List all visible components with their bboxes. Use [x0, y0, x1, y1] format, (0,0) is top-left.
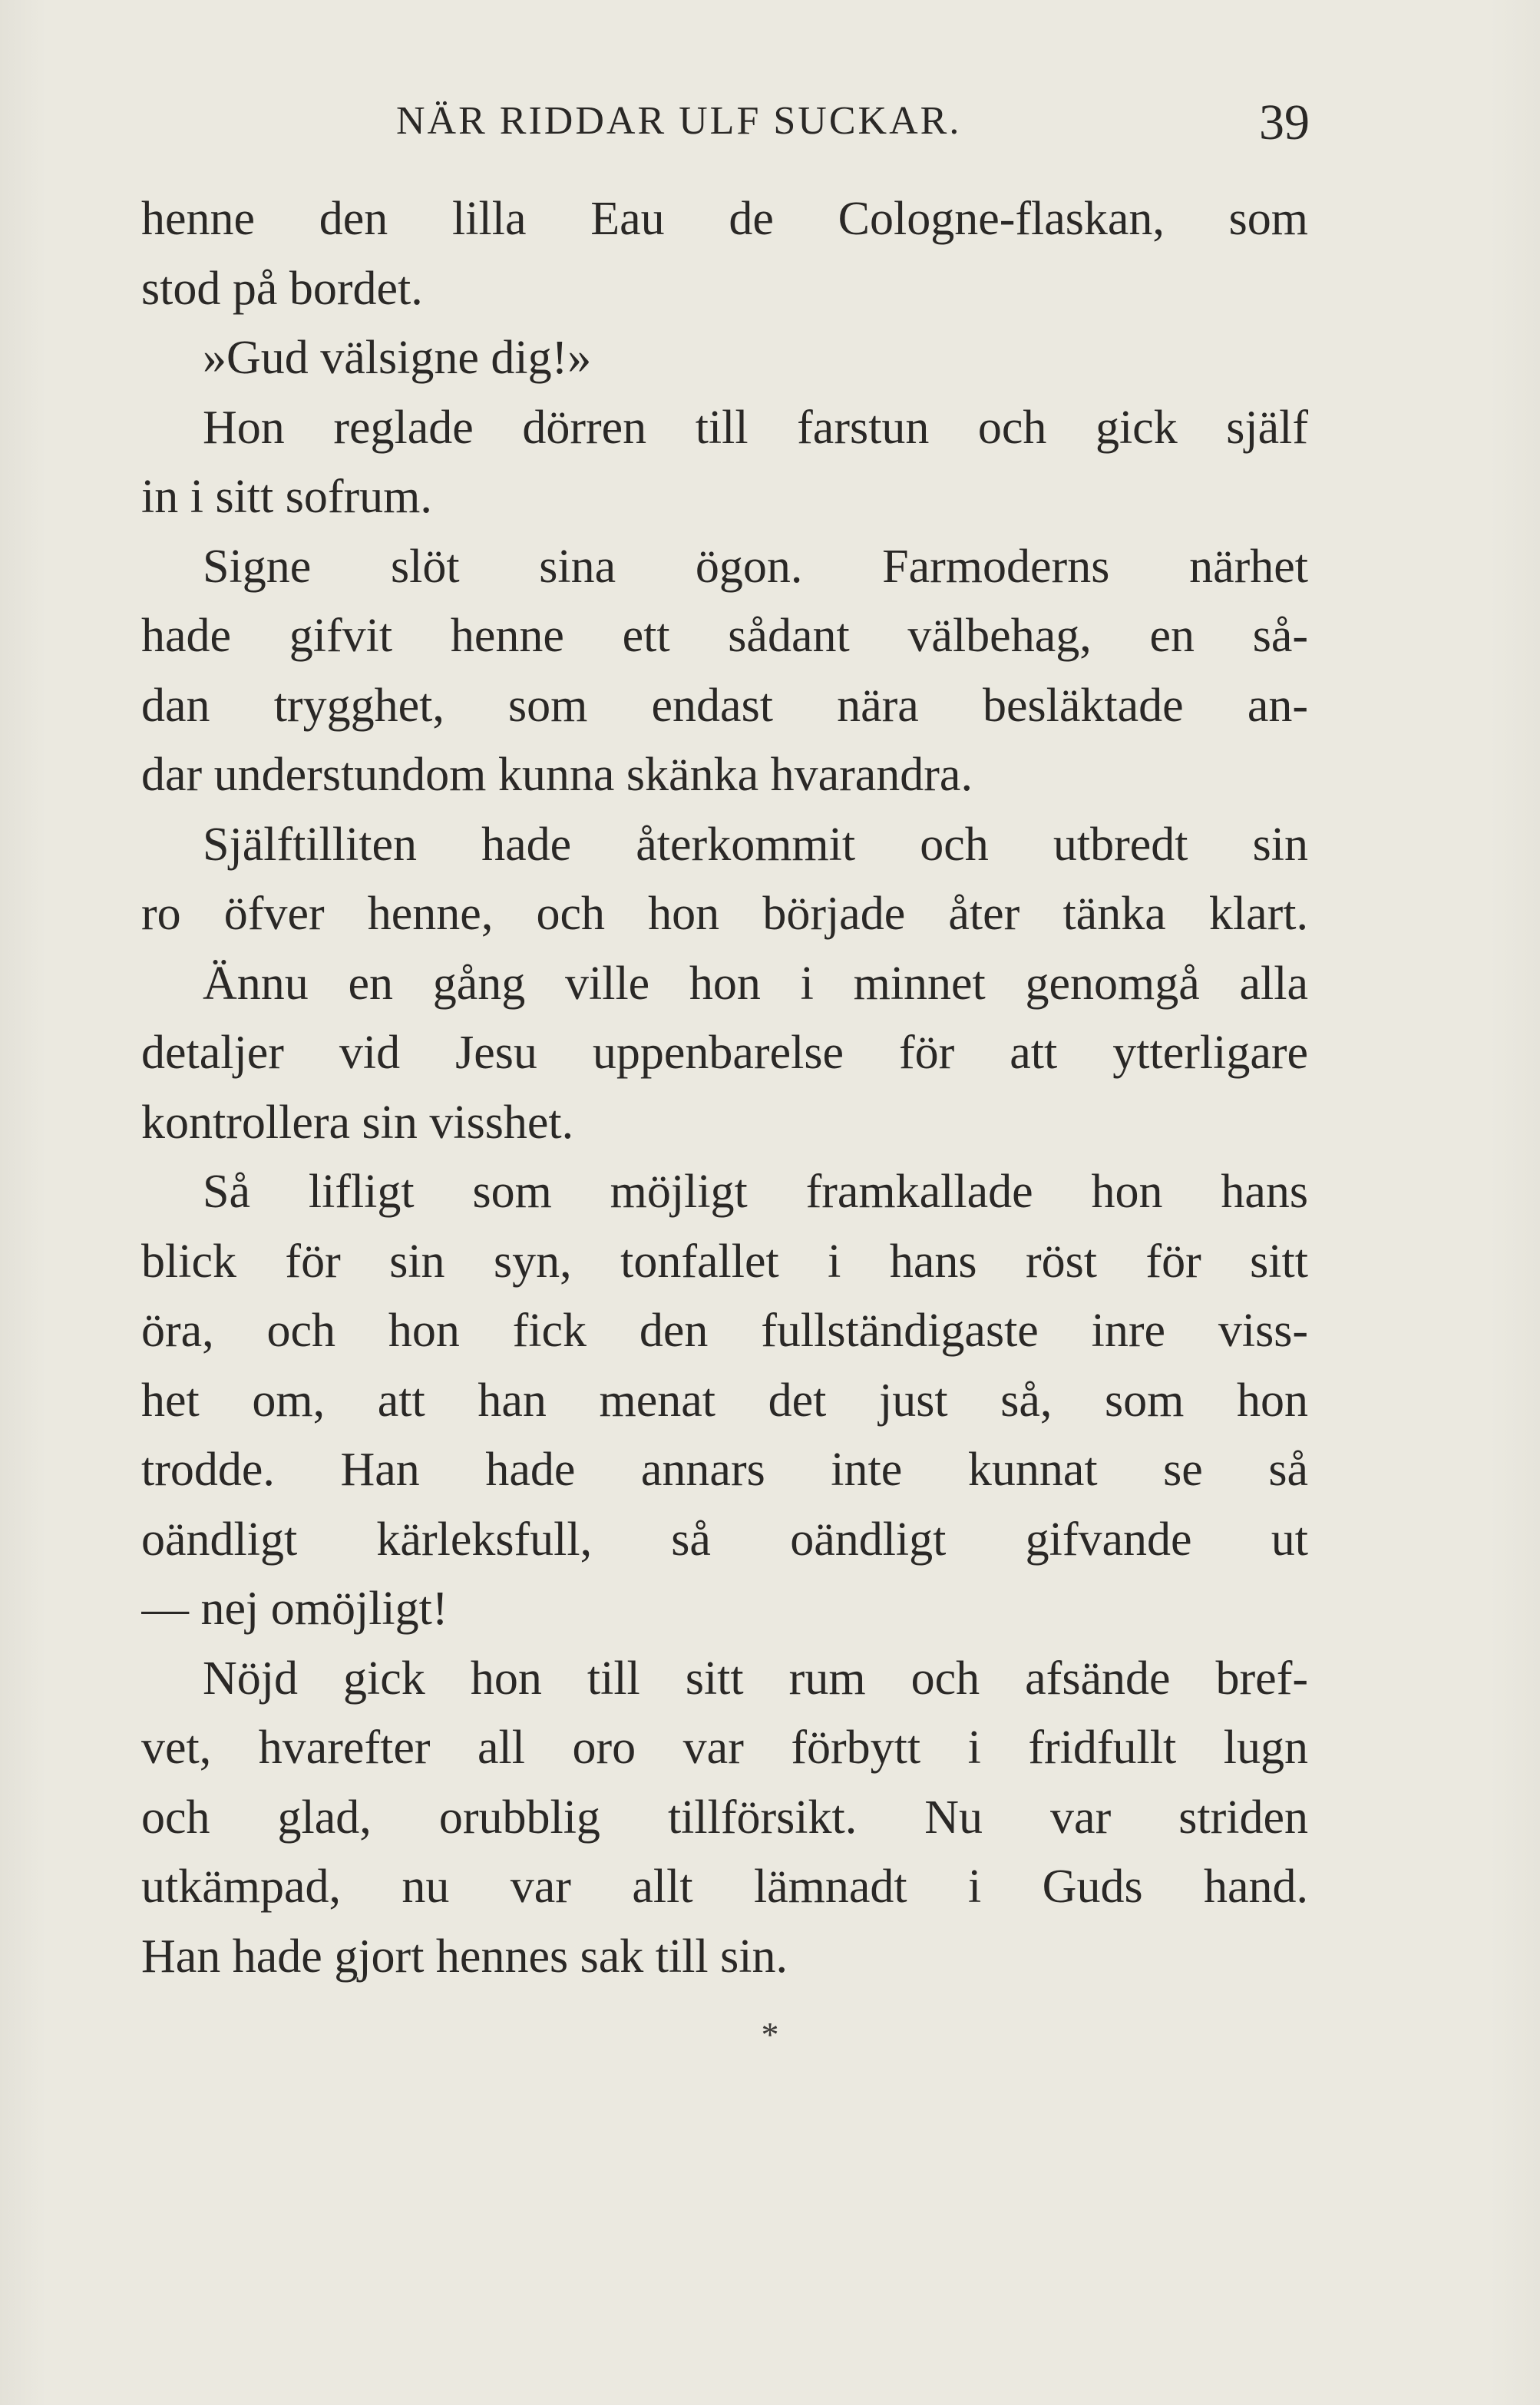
- text-line: Så lifligt som möjligt framkallade hon hans: [203, 1166, 1308, 1218]
- section-break-asterisk: *: [761, 2015, 779, 2054]
- text-line: het om, att han menat det just så, som hon: [141, 1374, 1308, 1427]
- text-line: »Gud välsigne dig!»: [203, 332, 592, 384]
- text-line: henne den lilla Eau de Cologne-flaskan, som: [141, 193, 1308, 245]
- text-line: öra, och hon fick den fullständigaste inre viss-: [141, 1305, 1308, 1357]
- text-line: Hon reglade dörren till farstun och gick själf: [203, 401, 1308, 454]
- text-line: Han hade gjort hennes sak till sin.: [141, 1930, 788, 1983]
- body-text: [141, 184, 1308, 1991]
- text-line: vet, hvarefter all oro var förbytt i fridfullt lugn: [141, 1722, 1308, 1774]
- running-title: NÄR RIDDAR ULF SUCKAR.: [396, 99, 962, 143]
- text-line: Själftilliten hade återkommit och utbredt sin: [203, 818, 1308, 871]
- text-line: Nöjd gick hon till sitt rum och afsände bref-: [203, 1652, 1308, 1705]
- text-line: dan trygghet, som endast nära besläktade an-: [141, 679, 1308, 732]
- text-line: kontrollera sin visshet.: [141, 1096, 574, 1149]
- page-header: [396, 91, 1310, 152]
- text-line: och glad, orubblig tillförsikt. Nu var striden: [141, 1791, 1308, 1844]
- text-line: in i sitt sofrum.: [141, 471, 432, 523]
- text-line: stod på bordet.: [141, 262, 423, 315]
- page-number: 39: [1259, 94, 1310, 151]
- text-line: — nej omöjligt!: [141, 1583, 448, 1635]
- text-line: blick för sin syn, tonfallet i hans röst för sitt: [141, 1235, 1308, 1288]
- text-line: ro öfver henne, och hon började åter tänka klart.: [141, 888, 1308, 940]
- text-line: detaljer vid Jesu uppenbarelse för att ytterligare: [141, 1027, 1308, 1079]
- text-line: trodde. Han hade annars inte kunnat se så: [141, 1444, 1308, 1496]
- text-line: utkämpad, nu var allt lämnadt i Guds hand.: [141, 1861, 1308, 1913]
- text-line: oändligt kärleksfull, så oändligt gifvande ut: [141, 1513, 1308, 1566]
- text-line: dar understundom kunna skänka hvarandra.: [141, 749, 973, 801]
- text-line: Ännu en gång ville hon i minnet genomgå alla: [203, 957, 1308, 1010]
- text-line: Signe slöt sina ögon. Farmoderns närhet: [203, 540, 1308, 593]
- text-line: hade gifvit henne ett sådant välbehag, en så-: [141, 610, 1308, 662]
